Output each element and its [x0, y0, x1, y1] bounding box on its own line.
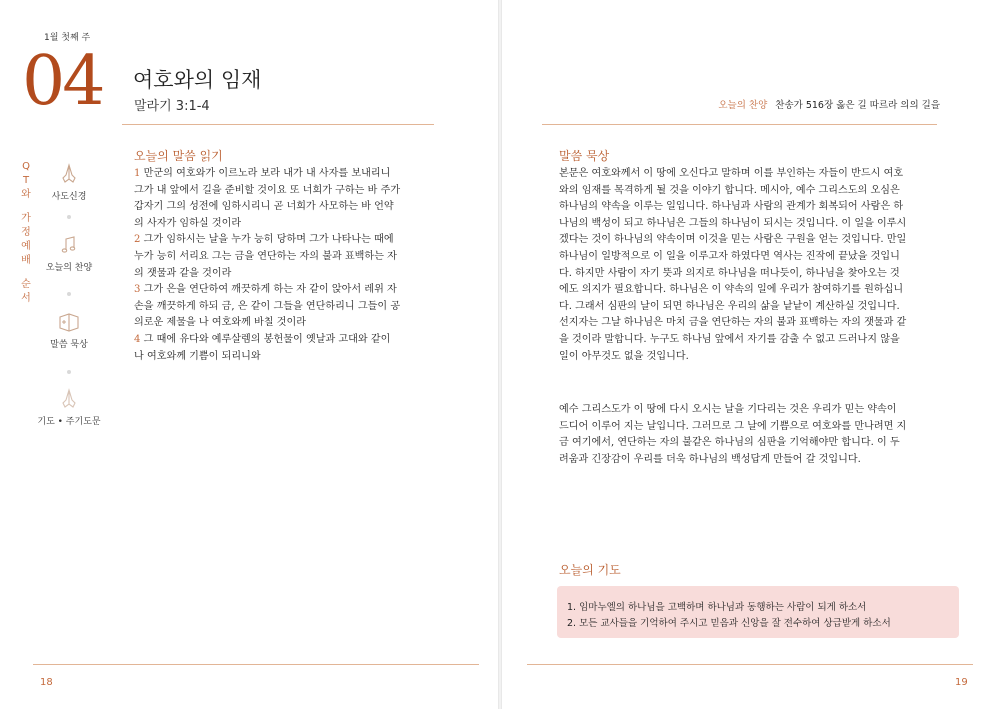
- book-spine: [498, 0, 502, 709]
- header-divider: [122, 124, 434, 125]
- page-number-left: 18: [40, 677, 53, 688]
- hymn-label: 오늘의 찬양: [718, 100, 768, 111]
- qt-char: 예: [21, 241, 31, 252]
- page-title: 여호와의 임재: [133, 68, 262, 92]
- verse-number: 3: [134, 284, 141, 296]
- sidebar-dot: [67, 215, 71, 219]
- qt-char: 배: [21, 255, 31, 266]
- meditation-heading: 말씀 묵상: [559, 149, 610, 163]
- meditation-paragraph: 본문은 여호와께서 이 땅에 오신다고 말하며 이를 부인하는 자들이 반드시 여호 와의 임재를 목격하게 될 것을 이야기 합니다. 메시아, 예수 그리스도의 오심은 하나님의 약속을 이루는 일입니다. 하나님과 사람의 관계가 회복되어 사람은 하 나님의 백성이 되고 하나님은 그들의 하나님이 되시는 것입니다. 이 일을 이루시 겠다는 것이 하나님의 약속이며 이것을 믿는 사람은 구원을 얻는 것입니다. 만일 하나님이 일방적으로 이 일을 이루고자 하였다면 역사는 진작에 끝났을 것입니 다. 하지만 사람이 자기 뜻과 의지로 하나님을 떠나듯이, 하나님을 찾아오는 것 에도 의지가 필요합니다. 하나님은 이 약속의 일에 우리가 참여하기를 원하십니 다. 그래서 심판의 날이 되면 하나님은 우리의 삶을 낱낱이 계산하실 것입니다. 선지자는 그날 하나님은 마치 금을 연단하는 자의 불과 표백하는 자의 잿물과 같 을 것이라 말합니다. 누구도 하나님 앞에서 자기를 감출 수 없고 드러나지 않을 일이 아무것도 없을 것입니다.: [559, 168, 907, 362]
- qt-char: T: [22, 175, 30, 186]
- praying-hands-icon: [58, 163, 80, 185]
- qt-char: Q: [22, 161, 30, 172]
- scripture-text: [134, 166, 438, 365]
- sidebar-item-creed[interactable]: [29, 163, 109, 202]
- prayer-heading: 오늘의 기도: [559, 563, 621, 577]
- footer-divider: [33, 664, 479, 665]
- week-label: 1월 첫째 주: [44, 33, 91, 43]
- meditation-paragraph: 예수 그리스도가 이 땅에 다시 오시는 날을 기다리는 것은 우리가 믿는 약속이 드디어 이루어 지는 날입니다. 그러므로 그 날에 기쁨으로 여호와를 만나려면 지 금 여기에서, 연단하는 자의 불같은 하나님의 심판을 기억해야만 합니다. 이 두 려움과 긴장감이 우리를 더욱 하나님의 백성답게 만들어 갈 것입니다.: [559, 404, 907, 465]
- sidebar-item-label: 오늘의 찬양: [45, 263, 93, 273]
- open-bible-icon: [57, 311, 81, 333]
- day-number: 04: [22, 42, 103, 121]
- today-hymn: [718, 97, 940, 111]
- qt-char: 가: [21, 213, 31, 224]
- verse-text: 만군의 여호와가 이르노라 보라 내가 내 사자를 보내리니 그가 내 앞에서 길을 준비할 것이요 또 너희가 구하는 바 주가 갑자기 그의 성전에 임하시리니 곧 너희가 사모하는 바 언약 의 사자가 임하실 것이라: [134, 168, 401, 229]
- qt-gap: [20, 202, 32, 212]
- sidebar-item-label: 기도 • 주기도문: [37, 417, 101, 427]
- verse-number: 2: [134, 234, 141, 246]
- verse-number: 4: [134, 333, 141, 345]
- prayer-item: 2. 모든 교사들을 기억하여 주시고 믿음과 신앙을 잘 전수하여 상급받게 하소서: [567, 618, 891, 629]
- qt-char: 정: [21, 227, 31, 238]
- scripture-reference: 말라기 3:1-4: [134, 99, 210, 114]
- sidebar-item-hymn[interactable]: [29, 234, 109, 273]
- header-divider: [542, 124, 937, 125]
- verse-text: 그가 임하시는 날을 누가 능히 당하며 그가 나타나는 때에 누가 능히 서리요 그는 금을 연단하는 자의 불과 표백하는 자 의 잿물과 같을 것이라: [134, 234, 397, 279]
- qt-char: 와: [21, 189, 31, 200]
- footer-divider: [527, 664, 973, 665]
- music-note-icon: [58, 234, 80, 256]
- sidebar-item-label: 사도신경: [51, 192, 87, 202]
- sidebar-item-label: 말씀 묵상: [50, 340, 88, 350]
- hymn-text: 찬송가 516장 옳은 길 따르라 의의 길을: [775, 100, 940, 111]
- qt-char: 순: [21, 279, 31, 290]
- reading-heading: 오늘의 말씀 읽기: [134, 149, 223, 163]
- verse-number: 1: [134, 168, 141, 179]
- qt-char: 서: [21, 293, 31, 304]
- sidebar-item-prayer[interactable]: [23, 388, 115, 427]
- verse-text: 그가 은을 연단하여 깨끗하게 하는 자 같이 앉아서 레위 자 손을 깨끗하게 하되 금, 은 같이 그들을 연단하리니 그들이 공 의로운 제물을 나 여호와께 바칠 것이라: [134, 284, 401, 329]
- prayer-item: 1. 임마누엘의 하나님을 고백하며 하나님과 동행하는 사람이 되게 하소서: [567, 602, 867, 613]
- verse-text: 그 때에 유다와 예루살렘의 봉헌물이 옛날과 고대와 같이 나 여호와께 기쁨이 되리니와: [134, 333, 391, 362]
- praying-hands-icon: [58, 388, 80, 410]
- sidebar-item-meditation[interactable]: [29, 311, 109, 350]
- prayer-box: [557, 586, 959, 638]
- page-number-right: 19: [955, 677, 968, 688]
- sidebar-dot: [67, 370, 71, 374]
- sidebar-dot: [67, 292, 71, 296]
